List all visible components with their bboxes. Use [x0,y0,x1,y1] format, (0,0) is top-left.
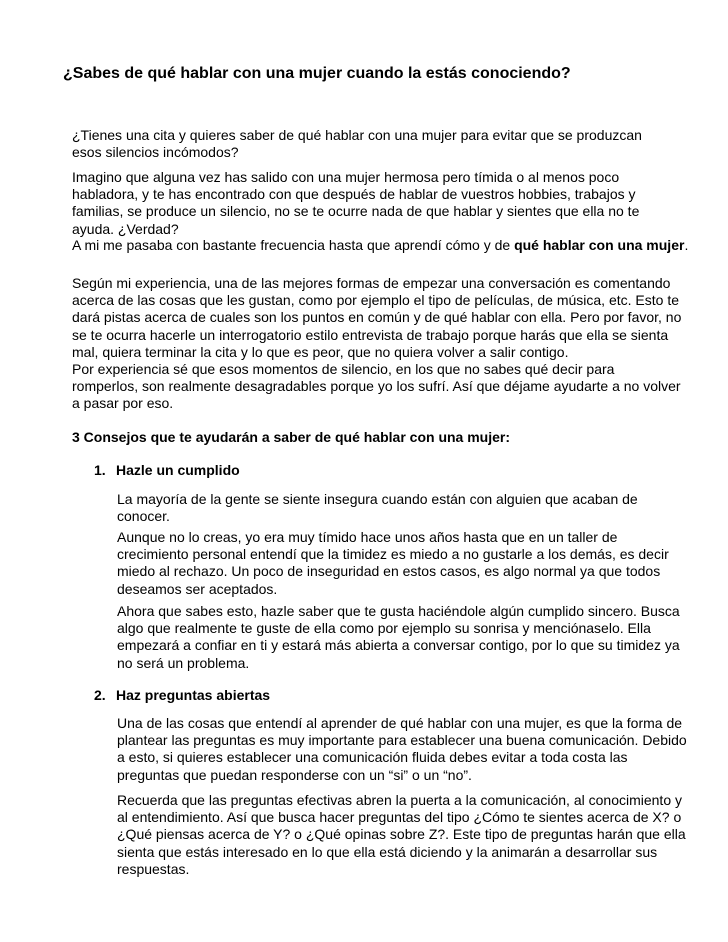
intro-paragraph-5: Por experiencia sé que esos momentos de silencio, en los que no sabes qué decir para romperlos, son realmente desagradables porque yo los sufrí. Así que déjame ayudarte a no volver a pasar por eso. [72,361,681,412]
list-item-number-1: 1. [94,462,106,478]
list-item-title-text-2: Haz preguntas abiertas [116,687,271,703]
list-item-title-1 [94,462,240,479]
intro-paragraph-1: ¿Tienes una cita y quieres saber de qué hablar con una mujer para evitar que se produzcan esos silencios incómodos? [72,127,642,161]
intro-paragraph-3-text: A mi me pasaba con bastante frecuencia hasta que aprendí cómo y de [72,237,515,253]
page-title: ¿Sabes de qué hablar con una mujer cuando la estás conociendo? [63,65,571,82]
intro-paragraph-3-end: . [684,237,689,253]
list-item-1-paragraph-3: Ahora que sabes esto, hazle saber que te gusta haciéndole algún cumplido sincero. Busca algo que realmente te guste de ella como por ejemplo su sonrisa y menciónaselo. Ella empezará a confiar en ti y estará más abierta a conversar contigo, por lo que su timidez ya no será un problema. [117,603,680,671]
list-item-2-paragraph-1: Una de las cosas que entendí al aprender de qué hablar con una mujer, es que la forma de plantear las preguntas es muy importante para establecer una buena comunicación. Debido a esto, si quieres establecer una comunicación fluida debes evitar a toda costa las preguntas que puedan responderse con un “si” o un “no”. [117,715,687,783]
list-item-number-2: 2. [94,687,106,703]
keyword-highlight: qué hablar con una mujer [514,237,685,253]
intro-paragraph-2: Imagino que alguna vez has salido con una mujer hermosa pero tímida o al menos poco habladora, y te has encontrado con que después de hablar de vuestros hobbies, trabajos y familias, se produce un silencio, no se te ocurre nada de que hablar y sientes que ella no te ayuda. ¿Verdad? [72,169,640,237]
list-item-title-2 [94,687,270,704]
intro-paragraph-4: Según mi experiencia, una de las mejores formas de empezar una conversación es comentando acerca de las cosas que les gustan, como por ejemplo el tipo de películas, de música, etc. Esto te dará pistas acerca de cuales son los puntos en común y de qué hablar con ella. Pero por favor, no se te ocurra hacerle un interrogatorio estilo entrevista de trabajo porque harás que ella se sienta mal, quiera terminar la cita y lo que es peor, que no quiera volver a salir contigo. [72,275,682,360]
intro-paragraph-3 [72,237,692,254]
list-item-1-paragraph-1: La mayoría de la gente se siente insegura cuando están con alguien que acaban de conocer. [117,491,638,525]
list-item-2-paragraph-2: Recuerda que las preguntas efectivas abren la puerta a la comunicación, al conocimiento y al entendimiento. Así que busca hacer preguntas del tipo ¿Cómo te sientes acerca de X? o ¿Qué piensas acerca de Y? o ¿Qué opinas sobre Z?. Este tipo de preguntas harán que ella sienta que estás interesado en lo que ella está diciendo y la animarán a desarrollar sus respuestas. [117,792,686,877]
list-heading: 3 Consejos que te ayudarán a saber de qué hablar con una mujer: [72,429,511,445]
list-item-1-paragraph-2: Aunque no lo creas, yo era muy tímido hace unos años hasta que en un taller de crecimiento personal entendí que la timidez es miedo a no gustarle a los demás, es decir miedo al rechazo. Un poco de inseguridad en estos casos, es algo normal ya que todos deseamos ser aceptados. [117,529,669,597]
list-item-title-text-1: Hazle un cumplido [116,462,240,478]
